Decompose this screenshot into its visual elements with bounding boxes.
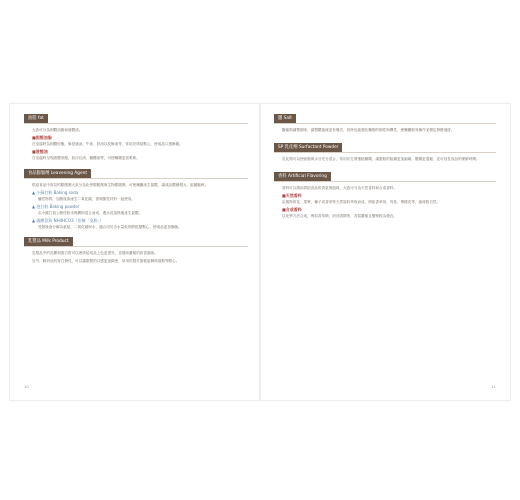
section-title: 乳製品 Milk Product xyxy=(24,237,73,246)
intro-text: 烘焙食品中常見的膨脹劑大致分為化學膨脹劑與生物膨脹劑，可使麵團產生氣體，讓成品體積增大、組織鬆軟。 xyxy=(32,183,209,187)
body-text: 在室溫時為固體形態，像是豬油、牛油、奶油以及酥油等，常用於烘焙點心，使成品口感酥鬆。 xyxy=(32,142,183,146)
list-item-heading: ▲ 小蘇打粉 Baking soda xyxy=(32,190,79,195)
section-title: 鹽 Salt xyxy=(274,114,296,123)
body-text: 以化學方法合成，例如香草精、奶油香精等，香氣濃郁且價格較為便宜。 xyxy=(282,214,397,218)
section-header-milk xyxy=(24,237,248,247)
book-spread xyxy=(10,104,510,400)
book-gutter xyxy=(259,104,261,400)
intro-text: 大致可分為固體油脂和液體油。 xyxy=(32,128,83,132)
page-number: 10 xyxy=(24,384,29,389)
body-text: 乳化劑可以使油脂與水分充分混合，常用於打發蛋糕麵糊，讓蛋糕的組織更加細緻、體積更蓬鬆，並可延長成品的保鮮時間。 xyxy=(282,157,480,161)
section-header-emulsifier xyxy=(274,143,496,153)
right-page xyxy=(274,104,496,400)
section-header-fat xyxy=(24,114,248,124)
intro-text: 香料可以增添烘焙食品的香氣與風味，大致可分為天然香料和合成香料。 xyxy=(282,186,397,190)
section-header-leavening xyxy=(24,169,248,179)
body-text: 由植物的花、果實、種子或香草等天然原料萃取而成，例如香草莢、肉桂、檸檬皮等，風味較自然。 xyxy=(282,200,441,204)
list-item-text: 受熱後會分解為氨氣、二氧化碳與水，適合用於含水量低的餅乾類點心，使成品更加酥脆。 xyxy=(38,225,182,229)
section-title: 食品膨脹劑 Leavening Agent xyxy=(24,169,91,178)
list-item-heading: ▲ 碳酸氫銨 NH4HCO3（俗稱「臭粉」） xyxy=(32,218,104,223)
subheading: ■天然香料 xyxy=(282,193,302,198)
list-item-text: 由小蘇打加上酸性粉末與澱粉混合而成，遇水及加熱後產生氣體。 xyxy=(38,211,143,215)
section-header-flavoring xyxy=(274,172,496,182)
page-number: 11 xyxy=(491,384,496,389)
body-text: 鹽能夠調整甜味，讓整體風味更有層次，同時也能強化麵筋的韌性與彈性，使麵團較易操作並穩定發酵速度。 xyxy=(282,128,455,132)
section-title: SP 乳化劑 Surfactant Powder xyxy=(274,143,342,152)
body-text: 在室溫時呈現液體形態，如沙拉油、橄欖油等，可使麵團更加柔軟。 xyxy=(32,156,140,160)
left-page xyxy=(24,104,248,400)
list-item-text: 鹼性物質，加熱後會產生二氧化碳，需與酸性材料一起使用。 xyxy=(38,197,136,201)
body-text: 另外，鮮奶油具有打發性，可以讓甜點的口感更加綿密，常用於製作蛋糕裝飾與慕斯等點心。 xyxy=(32,259,180,263)
section-title: 油脂 fat xyxy=(24,114,48,123)
subheading: ■合成香料 xyxy=(282,207,302,212)
subheading: ■液態油 xyxy=(32,149,48,154)
section-header-salt xyxy=(274,114,496,124)
subheading: ■固態油脂 xyxy=(32,135,52,140)
section-title: 香料 Artificial Flavoring xyxy=(274,172,331,181)
body-text: 乳製品中的乳糖和蛋白質可以使烘焙成品上色更漂亮，並增添濃郁的奶香風味。 xyxy=(32,251,158,255)
list-item-heading: ▲ 泡打粉 Baking powder xyxy=(32,204,80,209)
